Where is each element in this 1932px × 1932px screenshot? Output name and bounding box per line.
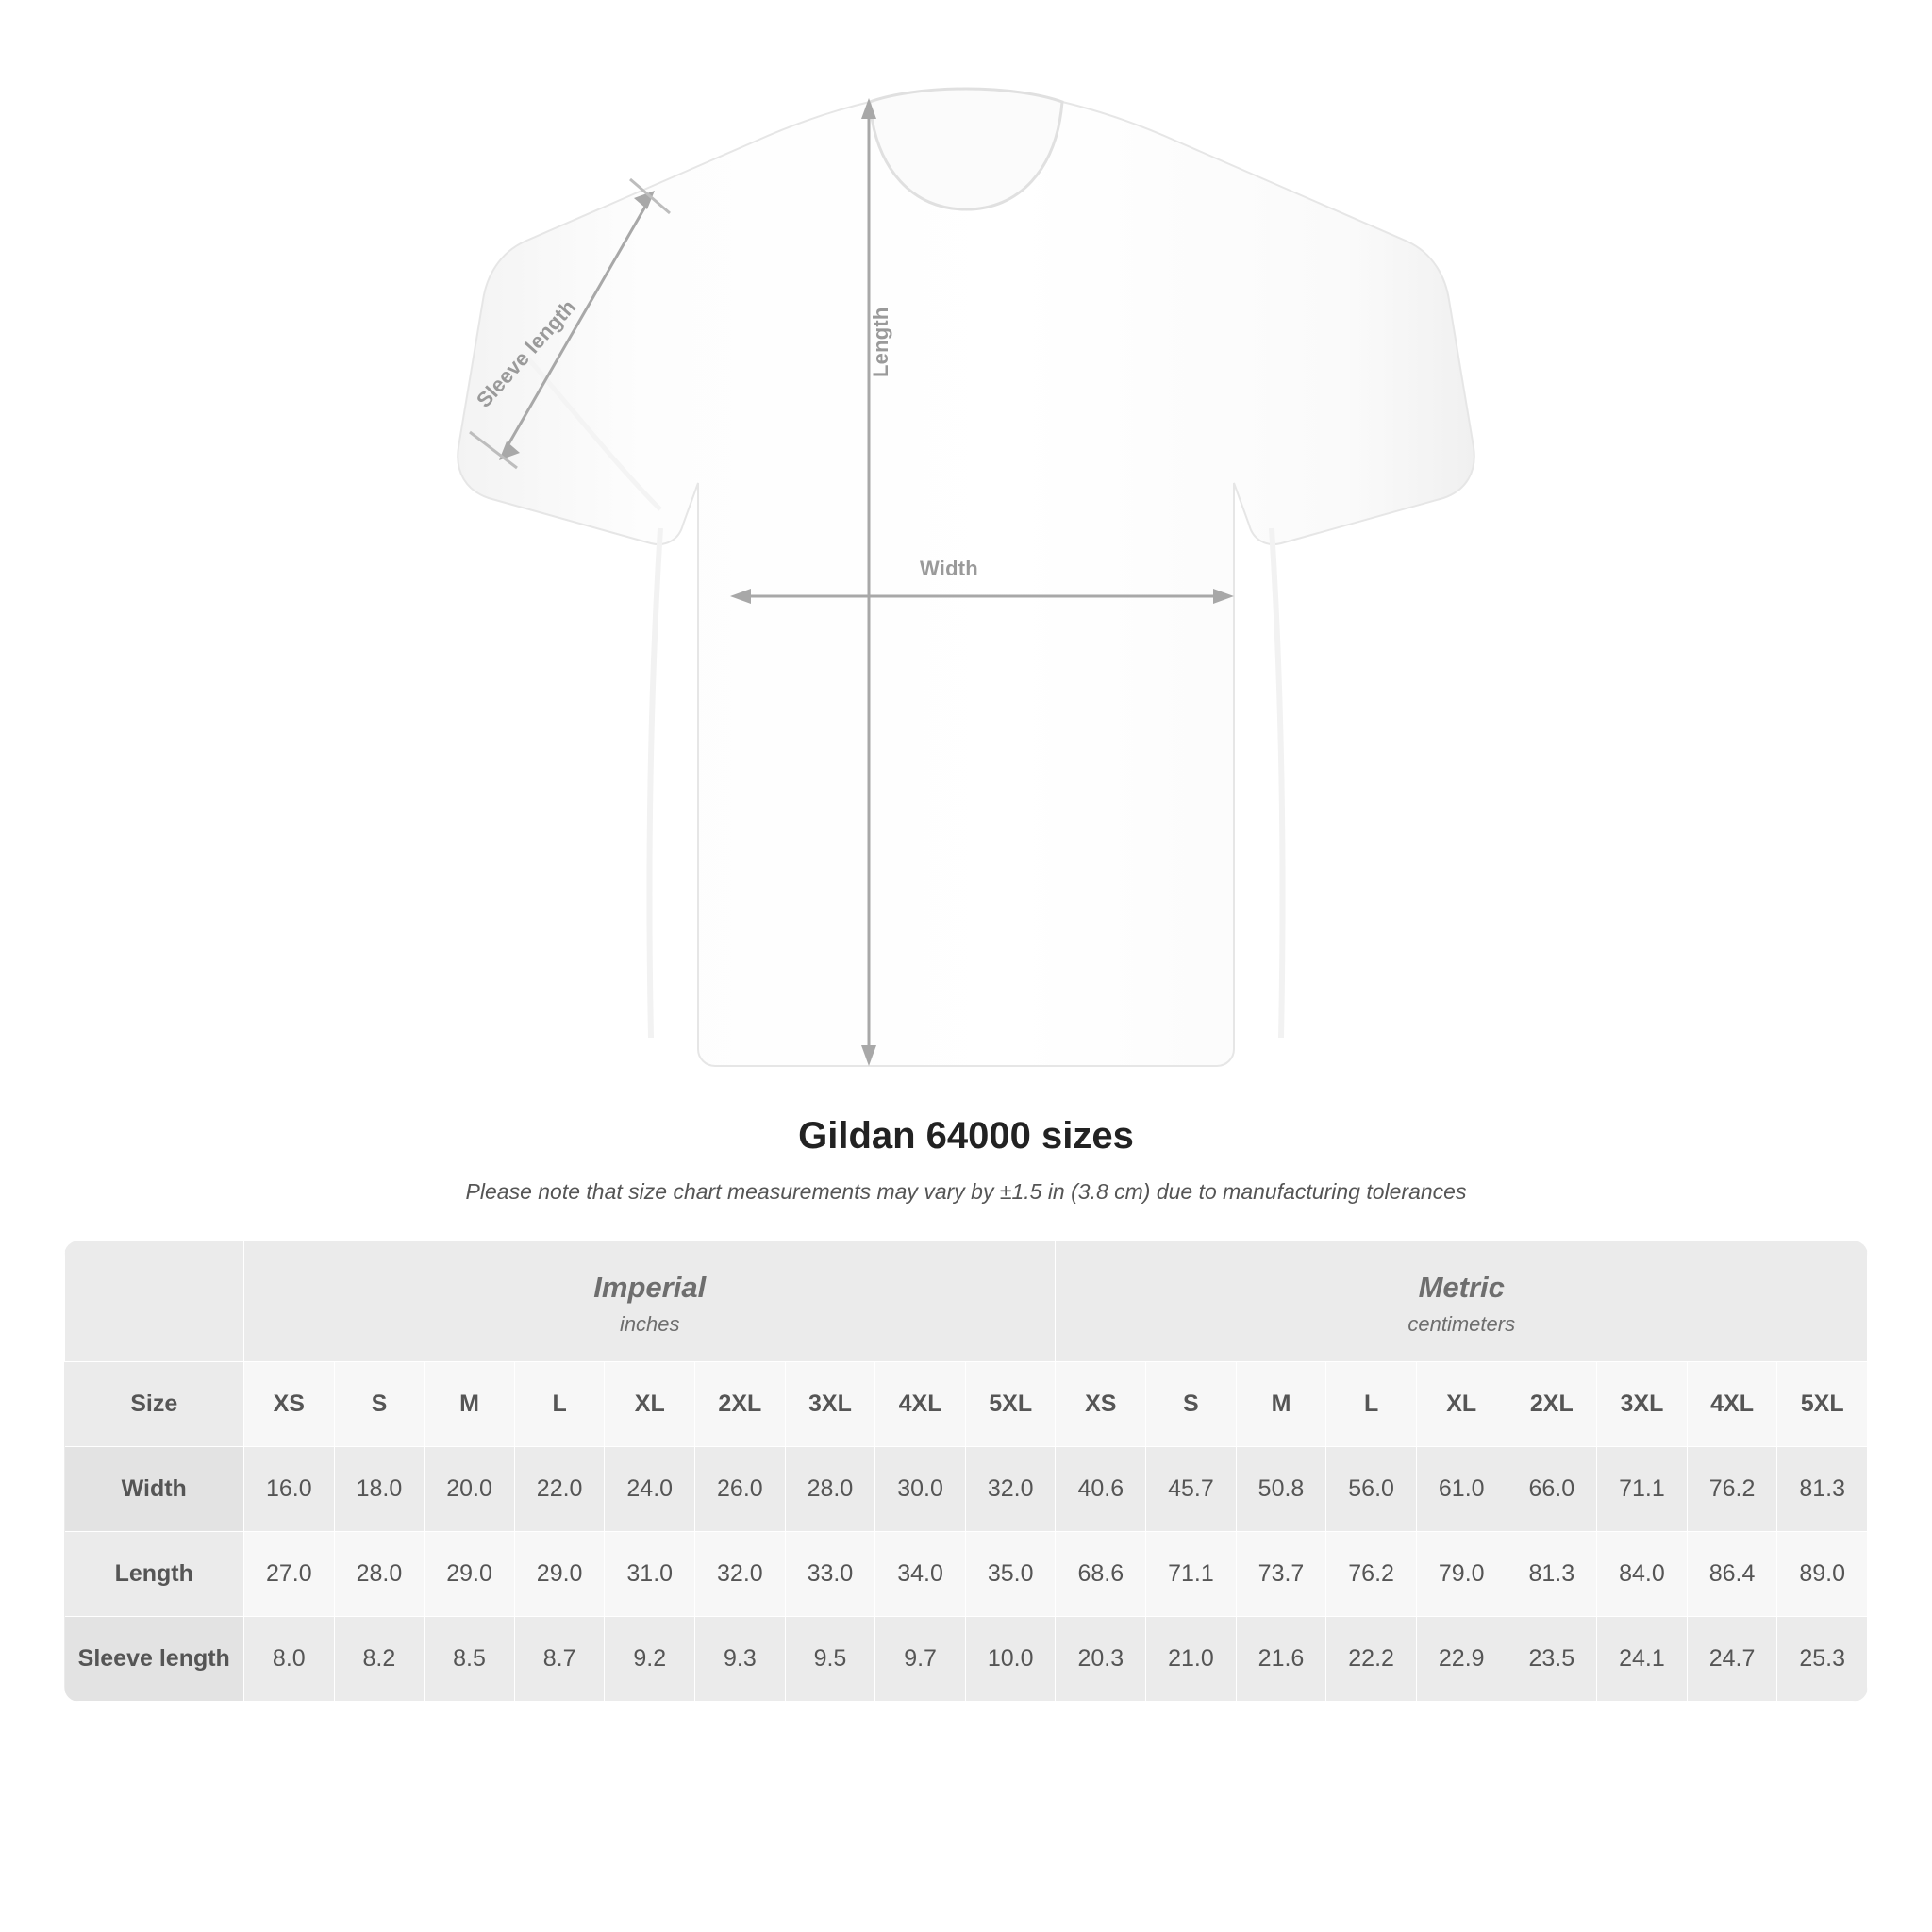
sleeve-length-label: Sleeve length bbox=[472, 294, 581, 412]
size-row-header: Size bbox=[65, 1361, 244, 1446]
cell-sleeve-3xl: 9.5 bbox=[785, 1616, 875, 1701]
column-header: XS bbox=[244, 1361, 335, 1446]
cell-width-xs-cm: 40.6 bbox=[1056, 1446, 1146, 1531]
width-label: Width bbox=[920, 557, 978, 580]
table-row bbox=[65, 1531, 1868, 1616]
cell-length-xl: 31.0 bbox=[605, 1531, 695, 1616]
cell-sleeve-m: 8.5 bbox=[425, 1616, 515, 1701]
cell-width-2xl-cm: 66.0 bbox=[1507, 1446, 1597, 1531]
column-header: L bbox=[1326, 1361, 1417, 1446]
column-header: 3XL bbox=[1597, 1361, 1688, 1446]
cell-sleeve-4xl-cm: 24.7 bbox=[1687, 1616, 1777, 1701]
cell-length-s: 28.0 bbox=[334, 1531, 425, 1616]
cell-sleeve-l-cm: 22.2 bbox=[1326, 1616, 1417, 1701]
cell-width-s: 18.0 bbox=[334, 1446, 425, 1531]
cell-sleeve-2xl: 9.3 bbox=[695, 1616, 786, 1701]
cell-length-5xl-cm: 89.0 bbox=[1777, 1531, 1868, 1616]
table-header-row bbox=[65, 1361, 1868, 1446]
cell-width-m-cm: 50.8 bbox=[1236, 1446, 1326, 1531]
metric-sublabel: centimeters bbox=[1407, 1311, 1516, 1336]
metric-label: Metric bbox=[1418, 1271, 1505, 1304]
cell-width-s-cm: 45.7 bbox=[1146, 1446, 1237, 1531]
column-header: 5XL bbox=[965, 1361, 1056, 1446]
column-header: S bbox=[1146, 1361, 1237, 1446]
cell-length-xs-cm: 68.6 bbox=[1056, 1531, 1146, 1616]
imperial-sublabel: inches bbox=[619, 1311, 680, 1336]
column-header: L bbox=[514, 1361, 605, 1446]
cell-sleeve-s-cm: 21.0 bbox=[1146, 1616, 1237, 1701]
page-title: Gildan 64000 sizes bbox=[798, 1115, 1134, 1157]
cell-length-s-cm: 71.1 bbox=[1146, 1531, 1237, 1616]
cell-width-xs: 16.0 bbox=[244, 1446, 335, 1531]
column-header: 4XL bbox=[875, 1361, 966, 1446]
cell-width-l: 22.0 bbox=[514, 1446, 605, 1531]
cell-width-4xl: 30.0 bbox=[875, 1446, 966, 1531]
cell-sleeve-xl-cm: 22.9 bbox=[1416, 1616, 1507, 1701]
column-header: M bbox=[425, 1361, 515, 1446]
cell-length-m: 29.0 bbox=[425, 1531, 515, 1616]
column-header: 2XL bbox=[695, 1361, 786, 1446]
row-label-length: Length bbox=[65, 1531, 244, 1616]
column-header: M bbox=[1236, 1361, 1326, 1446]
imperial-group-header bbox=[244, 1241, 1056, 1362]
unit-header-spacer bbox=[65, 1241, 244, 1362]
cell-width-5xl-cm: 81.3 bbox=[1777, 1446, 1868, 1531]
imperial-label: Imperial bbox=[593, 1271, 707, 1304]
column-header: XS bbox=[1056, 1361, 1146, 1446]
column-header: 3XL bbox=[785, 1361, 875, 1446]
table-row bbox=[65, 1616, 1868, 1701]
cell-width-xl-cm: 61.0 bbox=[1416, 1446, 1507, 1531]
column-header: XL bbox=[1416, 1361, 1507, 1446]
tolerance-note: Please note that size chart measurements may vary by ±1.5 in (3.8 cm) due to manufacturing tolerances bbox=[465, 1179, 1467, 1204]
cell-width-2xl: 26.0 bbox=[695, 1446, 786, 1531]
column-header: 2XL bbox=[1507, 1361, 1597, 1446]
fold-right bbox=[1272, 528, 1283, 1038]
cell-length-l: 29.0 bbox=[514, 1531, 605, 1616]
row-label-sleeve-length: Sleeve length bbox=[65, 1616, 244, 1701]
cell-width-3xl-cm: 71.1 bbox=[1597, 1446, 1688, 1531]
cell-width-xl: 24.0 bbox=[605, 1446, 695, 1531]
column-header: S bbox=[334, 1361, 425, 1446]
cell-sleeve-xl: 9.2 bbox=[605, 1616, 695, 1701]
length-label: Length bbox=[869, 307, 892, 377]
unit-header-row bbox=[65, 1241, 1868, 1362]
cell-width-3xl: 28.0 bbox=[785, 1446, 875, 1531]
cell-sleeve-5xl-cm: 25.3 bbox=[1777, 1616, 1868, 1701]
size-table bbox=[64, 1241, 1868, 1702]
table-row bbox=[65, 1446, 1868, 1531]
cell-width-m: 20.0 bbox=[425, 1446, 515, 1531]
shirt-body bbox=[458, 102, 1474, 1066]
cell-length-3xl-cm: 84.0 bbox=[1597, 1531, 1688, 1616]
cell-length-m-cm: 73.7 bbox=[1236, 1531, 1326, 1616]
fold-left bbox=[649, 528, 660, 1038]
cell-length-4xl: 34.0 bbox=[875, 1531, 966, 1616]
cell-length-2xl-cm: 81.3 bbox=[1507, 1531, 1597, 1616]
column-header: XL bbox=[605, 1361, 695, 1446]
column-header: 4XL bbox=[1687, 1361, 1777, 1446]
cell-length-4xl-cm: 86.4 bbox=[1687, 1531, 1777, 1616]
cell-sleeve-3xl-cm: 24.1 bbox=[1597, 1616, 1688, 1701]
cell-sleeve-l: 8.7 bbox=[514, 1616, 605, 1701]
cell-width-l-cm: 56.0 bbox=[1326, 1446, 1417, 1531]
cell-sleeve-xs-cm: 20.3 bbox=[1056, 1616, 1146, 1701]
cell-width-4xl-cm: 76.2 bbox=[1687, 1446, 1777, 1531]
cell-length-3xl: 33.0 bbox=[785, 1531, 875, 1616]
cell-length-xs: 27.0 bbox=[244, 1531, 335, 1616]
cell-length-xl-cm: 79.0 bbox=[1416, 1531, 1507, 1616]
row-label-width: Width bbox=[65, 1446, 244, 1531]
cell-width-5xl: 32.0 bbox=[965, 1446, 1056, 1531]
cell-sleeve-s: 8.2 bbox=[334, 1616, 425, 1701]
cell-sleeve-m-cm: 21.6 bbox=[1236, 1616, 1326, 1701]
metric-group-header bbox=[1056, 1241, 1868, 1362]
cell-length-l-cm: 76.2 bbox=[1326, 1531, 1417, 1616]
column-header: 5XL bbox=[1777, 1361, 1868, 1446]
size-table-container bbox=[64, 1241, 1868, 1702]
cell-sleeve-4xl: 9.7 bbox=[875, 1616, 966, 1701]
title-block bbox=[0, 1113, 1932, 1205]
cell-sleeve-xs: 8.0 bbox=[244, 1616, 335, 1701]
cell-length-5xl: 35.0 bbox=[965, 1531, 1056, 1616]
cell-sleeve-2xl-cm: 23.5 bbox=[1507, 1616, 1597, 1701]
cell-sleeve-5xl: 10.0 bbox=[965, 1616, 1056, 1701]
cell-length-2xl: 32.0 bbox=[695, 1531, 786, 1616]
